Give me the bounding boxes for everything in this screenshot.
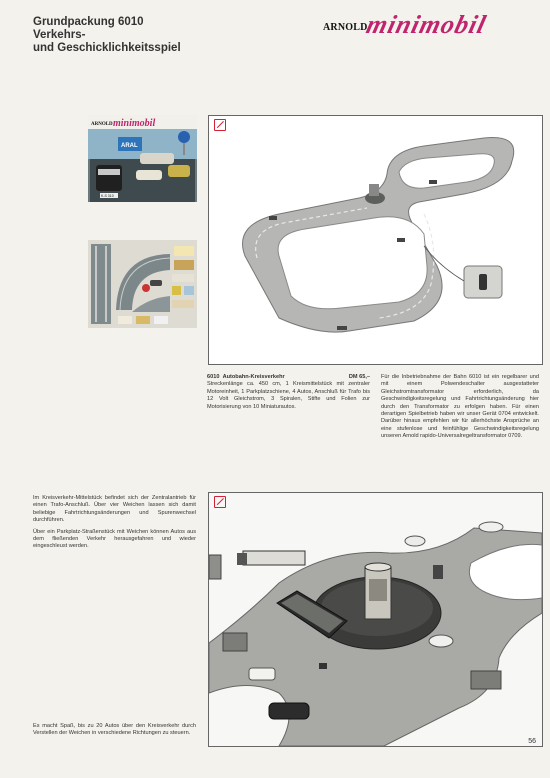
track-layout-illustration [209,116,542,364]
brand-minimobil: minimobil [363,10,490,39]
transformer-note-text: Für die Inbetriebnahme der Bahn 6010 ist ein regelbarer und mit einem Polwendeschalter ausgestatteter Gleichstromtransformator erforderlich, da Geschwindigkeitsregelung und Fahrtrichtungsänderung hier durch den Transformator zu erfolgen haben. Für einen derartigen Spielbetrieb haben wir unser Gerät 0704 entwickelt. Darüber hinaus empfehlen wir für allerhöchste Ansprüche an eine stufenlose und feinfühlige Geschwindigkeitsregelung unseren Arnold rapido-Universalregeltransformator 0709. [381,374,539,440]
thumb-sign-text: ARAL [121,143,138,149]
thumb-brand-minimobil: minimobil [113,118,156,129]
page-number: 56 [528,738,536,745]
item-name: Autobahn-Kreisverkehr [222,374,285,380]
roundabout-paragraph-2: Über ein Parkplatz-Straßenstück mit Weichen können Autos aus dem fließenden Verkehr herausgefahren und wieder eingeschleust werden. [33,528,196,550]
prohibition-icon [214,119,226,131]
roundabout-closing-text [33,723,196,738]
roundabout-photo-frame [208,492,543,747]
thumb-plate: K-S 310 [101,194,114,198]
prohibition-icon [214,496,226,508]
contents-photo [88,240,197,328]
transformer-note [381,374,539,441]
product-caption [207,374,370,411]
title-line-1: Grundpackung 6010 [33,16,144,28]
thumb-brand-arnold: ARNOLD [91,122,113,127]
item-description: Streckenlänge ca. 450 cm, 1 Kreismittelstück mit zentraler Motoreinheit, 1 Parkplatzschiene, 4 Autos, Anschluß für Trafo bis 12 Volt Gleichstrom, 3 Spiralen, Stifte und Folien zur Motorisierung von 10 Miniaturautos. [207,381,370,410]
item-price: DM 65,– [348,374,370,380]
roundabout-paragraph-1: Im Kreisverkehr-Mittelstück befindet sich der Zentralantrieb für einen Trafo-Anschluß. Über vier Weichen lassen sich damit beliebige Fahrtrichtungsänderungen und Spurenwechsel durchführen. [33,495,196,524]
track-layout-photo-frame [208,115,543,365]
roundabout-text [33,495,196,551]
page-title [33,16,181,55]
package-illustration [88,115,197,202]
product-heading-left [207,374,285,381]
title-line-2: Verkehrs- [33,29,86,41]
product-heading [207,374,370,381]
brand-arnold: ARNOLD [323,22,368,33]
roundabout-illustration [209,493,542,746]
package-photo [88,115,197,202]
contents-illustration [88,240,197,328]
item-number: 6010 [207,374,220,380]
brand-logo [323,10,535,39]
title-line-3: und Geschicklichkeitsspiel [33,42,181,54]
roundabout-paragraph-3: Es macht Spaß, bis zu 20 Autos über den Kreisverkehr durch Verstellen der Weichen in verschiedene Richtungen zu steuern. [33,723,196,737]
